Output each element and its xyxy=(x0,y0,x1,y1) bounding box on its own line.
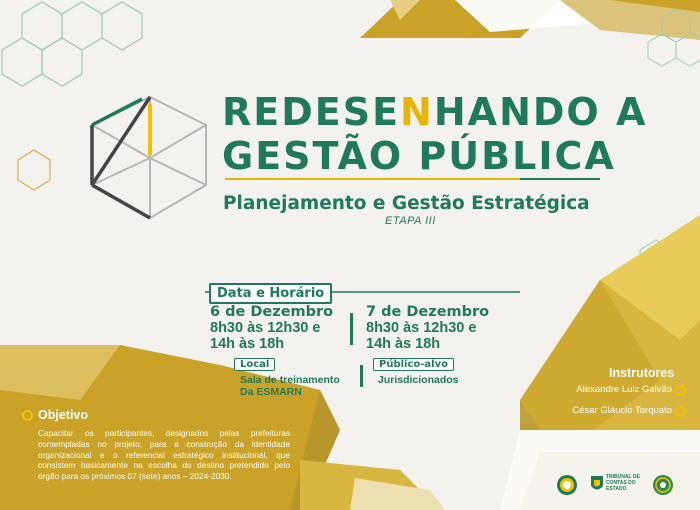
hexagon-pattern-top-left xyxy=(2,2,142,86)
day1-time2: 14h às 18h xyxy=(210,336,285,352)
info-divider xyxy=(360,365,363,387)
objective-text: Capacitar os participantes, designados pelas prefeituras contempladas no projeto, para a construção da identidade organizacional e o referencial estratégico institucional, que consistem basicamente na escolha do destino pretendido pelo órgão para os próximos 07 (sete) anos – 2024-2030. xyxy=(38,428,290,482)
schedule-divider xyxy=(350,313,353,345)
day2-time2: 14h às 18h xyxy=(366,336,441,352)
hexagon-line-left xyxy=(18,150,50,190)
location-line-2: Da ESMARN xyxy=(240,386,302,398)
instructor-name-1: Alexandre Luiz Galvão xyxy=(576,384,672,395)
bullet-ring-icon xyxy=(675,385,686,396)
stage-label: ETAPA III xyxy=(385,215,436,227)
objective-heading: Objetivo xyxy=(38,408,89,422)
tribunal-logo-text: TRIBUNAL DE CONTAS DO ESTADO xyxy=(606,474,640,492)
audience-value: Jurisdicionados xyxy=(378,374,459,386)
title-line-2: GESTÃO PÚBLICA xyxy=(222,134,616,178)
instructor-name-2: César Gláucio Torquato xyxy=(572,405,672,416)
bullet-ring-icon xyxy=(675,406,686,417)
day1-date: 6 de Dezembro xyxy=(210,304,334,320)
day2-time1: 8h30 às 12h30 e xyxy=(366,320,477,336)
schedule-label: Data e Horário xyxy=(209,283,332,304)
location-label: Local xyxy=(234,358,275,371)
hexagon-cube-logo xyxy=(92,97,206,218)
green-seal xyxy=(652,474,674,501)
location-line-1: Sala de treinamento xyxy=(240,374,340,386)
instructors-heading: Instrutores xyxy=(609,366,675,380)
esmarn-20-anos-seal xyxy=(556,474,578,501)
audience-label: Público-alvo xyxy=(373,358,454,371)
title-accent-letter: N xyxy=(400,90,434,134)
bullet-ring-icon xyxy=(22,410,33,421)
title-line-1: REDESENHANDO A xyxy=(222,90,648,134)
subtitle: Planejamento e Gestão Estratégica xyxy=(223,193,590,214)
day2-date: 7 de Dezembro xyxy=(366,304,490,320)
day1-time1: 8h30 às 12h30 e xyxy=(210,320,321,336)
